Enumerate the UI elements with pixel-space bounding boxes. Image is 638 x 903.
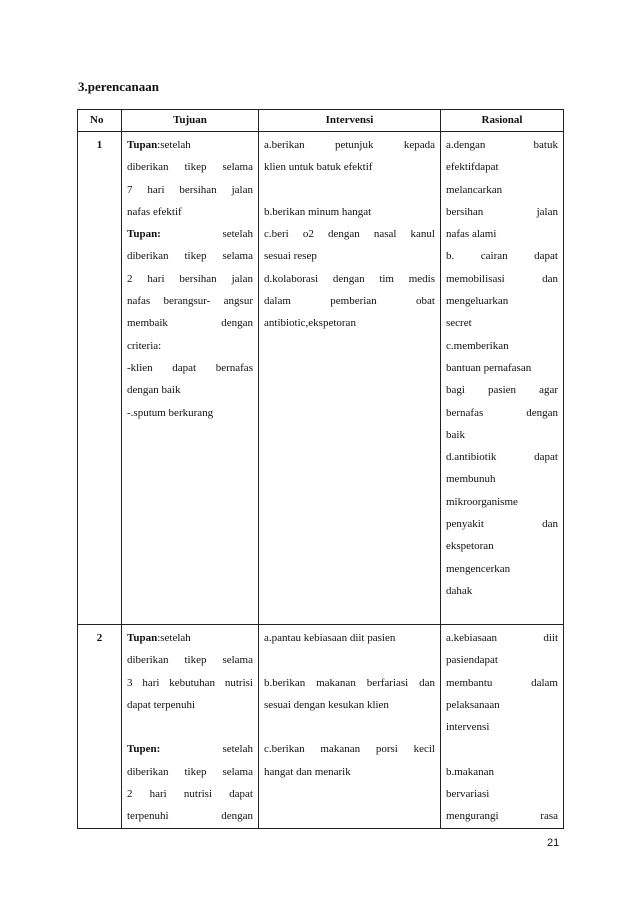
cell-line xyxy=(127,179,253,201)
cell-line xyxy=(446,156,558,178)
table-row xyxy=(78,132,564,625)
rasional-cell xyxy=(441,132,564,625)
line-text: 2 hari bersihan jalan xyxy=(127,272,253,285)
line-text: a.berikan petunjuk kepada xyxy=(264,139,435,151)
line-text: nafas alami xyxy=(446,228,497,241)
cell-line xyxy=(264,761,435,783)
cell-line xyxy=(446,201,558,223)
line-text: :setelah xyxy=(157,632,191,644)
cell-line xyxy=(264,179,435,201)
cell-line xyxy=(127,223,253,245)
cell-line xyxy=(446,558,558,580)
cell-line xyxy=(264,268,435,290)
cell-line xyxy=(446,446,558,468)
line-text: nafas efektif xyxy=(127,205,182,218)
cell-line xyxy=(127,357,253,379)
section-title: 3.perencanaan xyxy=(78,79,160,94)
tujuan-cell xyxy=(122,132,259,625)
line-text: bervariasi xyxy=(446,788,490,801)
line-text: mengurangi rasa xyxy=(446,810,558,823)
line-text: 3 hari kebutuhan nutrisi xyxy=(127,676,253,689)
cell-line xyxy=(127,268,253,290)
cell-line xyxy=(446,761,558,783)
line-text: melancarkan xyxy=(446,183,503,196)
line-text: c.memberikan xyxy=(446,339,509,352)
line-text: membaik dengan xyxy=(127,317,253,330)
line-text: b.makanan xyxy=(446,765,494,778)
line-text: a.pantau kebiasaan diit pasien xyxy=(264,632,396,644)
line-text: antibiotic,ekspetoran xyxy=(264,317,356,330)
cell-line xyxy=(446,223,558,245)
cell-line xyxy=(127,694,253,716)
line-text: a.kebiasaan diit xyxy=(446,632,558,644)
cell-line xyxy=(446,649,558,671)
line-text: dapat terpenuhi xyxy=(127,698,196,711)
line-text: diberikan tikep selama xyxy=(127,654,253,667)
cell-line xyxy=(127,312,253,334)
cell-line xyxy=(264,223,435,245)
cell-line xyxy=(127,783,253,805)
cell-line xyxy=(264,290,435,312)
line-text: a.dengan batuk xyxy=(446,139,558,151)
cell-line xyxy=(446,783,558,805)
row-number: 1 xyxy=(78,132,122,625)
cell-line xyxy=(264,312,435,334)
line-text: c.beri o2 dengan nasal kanul xyxy=(264,228,435,241)
cell-line xyxy=(446,268,558,290)
cell-line xyxy=(446,738,558,760)
cell-line xyxy=(446,424,558,446)
line-text: memobilisasi dan xyxy=(446,272,558,285)
line-text: intervensi xyxy=(446,721,490,734)
cell-line xyxy=(264,627,435,649)
line-text: diberikan tikep selama xyxy=(127,161,253,174)
cell-line xyxy=(264,738,435,760)
intervensi-cell xyxy=(259,625,441,829)
cell-line xyxy=(446,535,558,557)
cell-line xyxy=(127,245,253,267)
bold-label: Tupan xyxy=(127,139,158,151)
line-text: efektifdapat xyxy=(446,161,499,174)
line-text: d.antibiotik dapat xyxy=(446,451,558,464)
table-row xyxy=(78,625,564,829)
cell-line xyxy=(127,379,253,401)
line-text: klien untuk batuk efektif xyxy=(264,161,373,174)
line-text: sesuai dengan kesukan klien xyxy=(264,698,389,711)
cell-line xyxy=(127,738,253,760)
bold-label: Tupan: xyxy=(127,228,161,241)
line-text: sesuai resep xyxy=(264,250,317,263)
line-text: bernafas dengan xyxy=(446,406,558,419)
line-text: membunuh xyxy=(446,473,496,486)
cell-line xyxy=(446,179,558,201)
cell-line xyxy=(264,694,435,716)
line-text: hangat dan menarik xyxy=(264,765,351,778)
cell-line xyxy=(446,379,558,401)
line-text: terpenuhi dengan xyxy=(127,810,253,823)
cell-line xyxy=(446,580,558,602)
line-text: pasiendapat xyxy=(446,654,498,667)
line-text: d.kolaborasi dengan tim medis xyxy=(264,272,435,285)
cell-line xyxy=(264,245,435,267)
line-text: mengeluarkan xyxy=(446,295,509,308)
line-text: bersihan jalan xyxy=(446,205,558,218)
line-text: dengan baik xyxy=(127,384,181,397)
line-text: b.berikan minum hangat xyxy=(264,205,372,218)
cell-line xyxy=(127,134,253,156)
planning-table xyxy=(77,109,564,829)
cell-line xyxy=(127,627,253,649)
cell-line xyxy=(264,134,435,156)
cell-line xyxy=(446,468,558,490)
line-text: b.berikan makanan berfariasi dan xyxy=(264,676,435,689)
line-text: ekspetoran xyxy=(446,540,494,553)
page-number: 21 xyxy=(547,837,560,849)
intervensi-cell xyxy=(259,132,441,625)
line-text: diberikan tikep selama xyxy=(127,765,253,778)
line-text: criteria: xyxy=(127,339,162,352)
cell-line xyxy=(127,335,253,357)
line-text: -.sputum berkurang xyxy=(127,406,214,419)
line-text: setelah xyxy=(222,743,253,756)
cell-line xyxy=(446,805,558,827)
header-rasional: Rasional xyxy=(441,110,564,132)
row-number: 2 xyxy=(78,625,122,829)
cell-line xyxy=(446,694,558,716)
cell-line xyxy=(264,649,435,671)
line-text: bagi pasien agar xyxy=(446,384,558,397)
cell-line xyxy=(446,672,558,694)
cell-line xyxy=(446,357,558,379)
bold-label: Tupan xyxy=(127,632,158,644)
line-text: dalam pemberian obat xyxy=(264,295,435,308)
cell-line xyxy=(127,672,253,694)
cell-line xyxy=(127,649,253,671)
cell-line xyxy=(264,672,435,694)
header-no: No xyxy=(78,110,122,132)
cell-line xyxy=(127,805,253,827)
cell-line xyxy=(446,245,558,267)
cell-line xyxy=(446,312,558,334)
bold-label: Tupen: xyxy=(127,743,161,756)
cell-line xyxy=(446,513,558,535)
line-text: bantuan pernafasan xyxy=(446,361,532,374)
cell-line xyxy=(127,402,253,424)
line-text: dahak xyxy=(446,584,473,597)
line-text: secret xyxy=(446,317,472,330)
tujuan-cell xyxy=(122,625,259,829)
line-text: -klien dapat bernafas xyxy=(127,361,253,374)
cell-line xyxy=(446,290,558,312)
cell-line xyxy=(127,201,253,223)
line-text: diberikan tikep selama xyxy=(127,250,253,263)
line-text: 7 hari bersihan jalan xyxy=(127,183,253,196)
cell-line xyxy=(446,716,558,738)
cell-line xyxy=(264,156,435,178)
rasional-cell xyxy=(441,625,564,829)
line-text: membantu dalam xyxy=(446,676,558,689)
line-text: 2 hari nutrisi dapat xyxy=(127,788,253,801)
line-text: penyakit dan xyxy=(446,518,558,531)
line-text: mikroorganisme xyxy=(446,495,518,508)
line-text: mengencerkan xyxy=(446,562,511,575)
line-text: b. cairan dapat xyxy=(446,250,558,263)
cell-line xyxy=(446,134,558,156)
line-text: :setelah xyxy=(157,139,191,151)
line-text: c.berikan makanan porsi kecil xyxy=(264,743,435,756)
cell-line xyxy=(446,335,558,357)
cell-line xyxy=(264,716,435,738)
header-tujuan: Tujuan xyxy=(122,110,259,132)
cell-line xyxy=(264,201,435,223)
line-text: setelah xyxy=(222,228,253,241)
header-intervensi: Intervensi xyxy=(259,110,441,132)
cell-line xyxy=(127,290,253,312)
cell-line xyxy=(127,761,253,783)
line-text: baik xyxy=(446,428,465,441)
line-text: pelaksanaan xyxy=(446,698,500,711)
cell-line xyxy=(446,491,558,513)
cell-line xyxy=(446,402,558,424)
line-text: nafas berangsur- angsur xyxy=(127,295,253,308)
cell-line xyxy=(127,156,253,178)
cell-line xyxy=(446,627,558,649)
table-header-row xyxy=(78,110,564,132)
cell-line xyxy=(127,716,253,738)
